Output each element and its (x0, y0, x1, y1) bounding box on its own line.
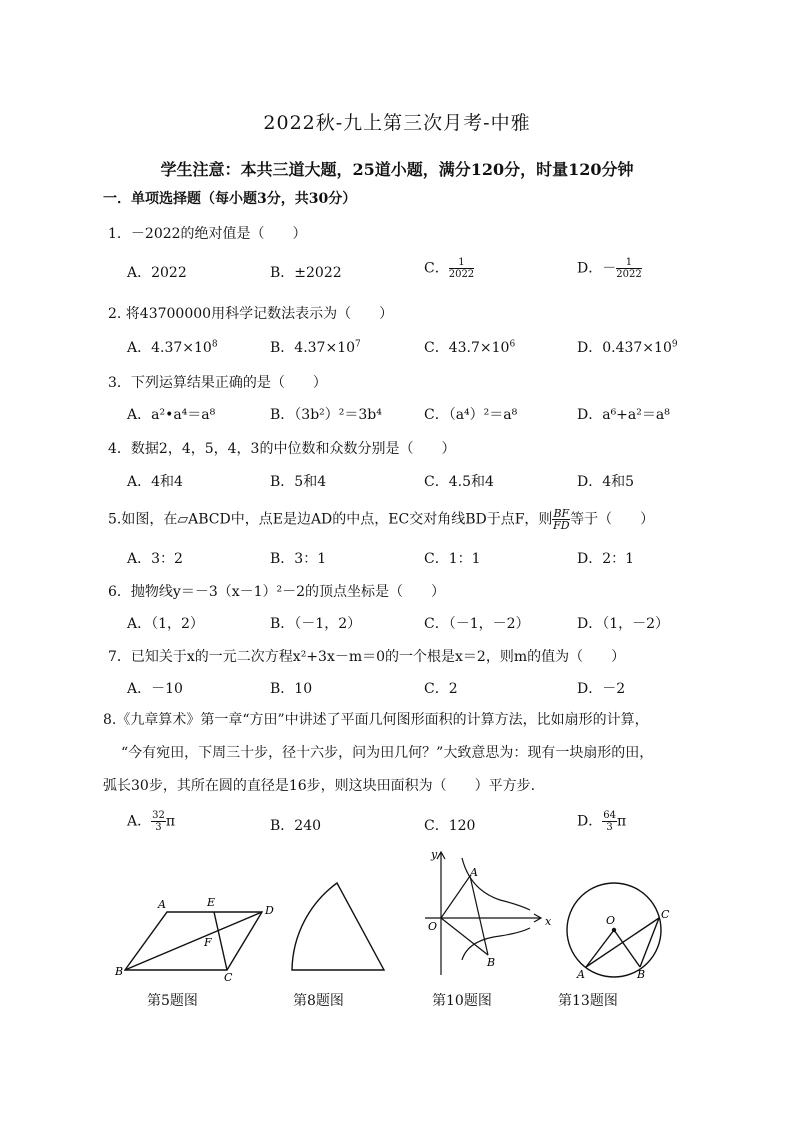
caption-figure-5: 第5题图 (147, 993, 198, 1009)
question-3-stem: 3．下列运算结果正确的是（ ） (108, 375, 327, 391)
q3-option-b: B．（3b²）²＝3b⁴ (270, 407, 382, 423)
fig13-label-a: A (577, 968, 585, 981)
fig13-label-c: C (661, 908, 670, 921)
q8-option-c: C．120 (424, 818, 476, 834)
q2-option-d: D．$0.437\times 10^9$ (577, 339, 678, 356)
question-2-stem: 2. 将43700000用科学记数法表示为（ ） (108, 306, 394, 322)
fig5-label-d: D (265, 904, 274, 917)
caption-figure-10: 第10题图 (432, 993, 492, 1009)
q4-option-b: B．5和4 (270, 474, 327, 490)
q6-option-b: B．（－1，2） (270, 616, 362, 632)
question-6-stem: 6．抛物线y＝－3（x－1）²－2的顶点坐标是（ ） (108, 584, 446, 600)
q8-option-d: D． $\frac{64}{3}$ π (577, 810, 627, 833)
fig10-label-o: O (428, 920, 438, 933)
caption-figure-8: 第8题图 (293, 993, 344, 1009)
q6-option-c: C．（－1，－2） (424, 616, 530, 632)
fig13-label-o: O (606, 914, 616, 927)
section-heading: 一．单项选择题（每小题3分，共30分） (103, 191, 357, 207)
q2-option-b: B．$4.37\times 10^7$ (270, 339, 361, 356)
question-1-stem: 1．－2022的绝对值是（ ） (108, 226, 307, 242)
fig5-label-b: B (115, 965, 124, 978)
q7-option-b: B．10 (270, 681, 313, 697)
q1-option-b: B．±2022 (270, 265, 342, 281)
figure-8-sector (292, 883, 384, 970)
question-4-stem: 4．数据2，4，5，4，3的中位数和众数分别是（ ） (108, 441, 456, 457)
q5-option-d: D．2：1 (577, 551, 635, 567)
fig10-label-x: x (545, 915, 552, 928)
q7-option-a: A．－10 (127, 681, 183, 697)
page-title: 2022秋-九上第三次月考-中雅 (263, 112, 531, 134)
q1-option-c: C． $\frac{1}{2022}$ (424, 257, 475, 280)
fig10-label-y: y (431, 848, 438, 861)
q2-option-a: A．$4.37\times 10^8$ (127, 339, 218, 356)
fig5-label-c: C (224, 971, 233, 984)
student-notice: 学生注意：本共三道大题，25道小题，满分120分，时量120分钟 (160, 160, 634, 179)
question-5-stem: 5.如图，在▱ABCD中，点E是边AD的中点，EC交对角线BD于点F，则 $\frac{BF}{FD}$ 等于（ ） (108, 507, 655, 532)
q8-line-1: 8.《九章算术》第一章“方田”中讲述了平面几何图形面积的计算方法，比如扇形的计算， (103, 712, 649, 728)
fig13-center-dot (612, 928, 616, 932)
figure-5 (125, 912, 262, 970)
q3-option-a: A．a²•a⁴＝a⁸ (127, 407, 216, 423)
q4-option-c: C．4.5和4 (424, 474, 494, 490)
fig5-label-f: F (204, 936, 212, 949)
q2-option-c: C．$43.7\times 10^6$ (424, 339, 516, 356)
fig5-label-a: A (158, 898, 166, 911)
fig13-label-b: B (637, 968, 646, 981)
fig5-label-e: E (207, 896, 216, 909)
q5-option-a: A．3：2 (127, 551, 183, 567)
fig10-label-b: B (487, 956, 496, 969)
q8-option-b: B．240 (270, 818, 322, 834)
q8-line-3: 弧长30步，其所在圆的直径是16步，则这块田面积为（ ）平方步. (103, 778, 536, 794)
q3-option-d: D．a⁶+a²＝a⁸ (577, 407, 670, 423)
q4-option-d: D．4和5 (577, 474, 635, 490)
q7-option-c: C．2 (424, 681, 458, 697)
q5-option-b: B．3：1 (270, 551, 327, 567)
fig10-label-a: A (470, 866, 478, 879)
q1-option-d: D．－ $\frac{1}{2022}$ (577, 257, 642, 280)
figure-10 (425, 852, 541, 975)
q6-option-d: D．（1，－2） (577, 616, 670, 632)
q4-option-a: A．4和4 (127, 474, 183, 490)
q5-option-c: C．1：1 (424, 551, 481, 567)
q8-option-a: A． $\frac{32}{3}$ π (127, 810, 176, 833)
q7-option-d: D．－2 (577, 681, 626, 697)
caption-figure-13: 第13题图 (558, 993, 618, 1009)
question-7-stem: 7．已知关于x的一元二次方程x²+3x－m＝0的一个根是x＝2，则m的值为（ ） (108, 649, 626, 665)
q3-option-c: C．（a⁴）²＝a⁸ (424, 407, 518, 423)
q8-line-2: “今有宛田，下周三十步，径十六步，问为田几何？”大致意思为：现有一块扇形的田， (121, 745, 654, 761)
q1-option-a: A．2022 (127, 265, 187, 281)
q6-option-a: A．（1，2） (127, 616, 204, 632)
